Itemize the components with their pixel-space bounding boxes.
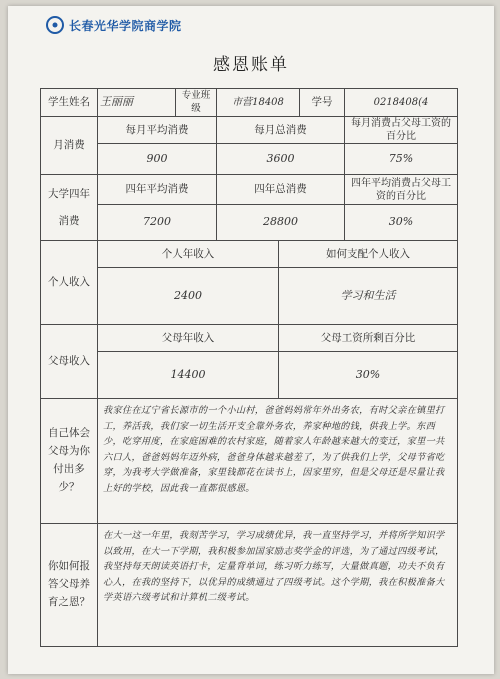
four-year-total-value: 28800 xyxy=(217,205,345,241)
parents-income-label: 父母收入 xyxy=(41,325,98,399)
gratitude-bill-table xyxy=(40,88,458,647)
school-logo-icon xyxy=(46,16,64,34)
monthly-total-header: 每月总消费 xyxy=(217,117,345,144)
four-year-pct-header: 四年平均消费占父母工资的百分比 xyxy=(345,175,458,205)
student-name-value: 王丽丽 xyxy=(98,89,176,117)
parents-remaining-value: 30% xyxy=(279,352,458,399)
parents-annual-value: 14400 xyxy=(98,352,279,399)
monthly-avg-header: 每月平均消费 xyxy=(98,117,217,144)
four-year-spending-label xyxy=(41,175,98,241)
how-to-spend-value: 学习和生活 xyxy=(279,268,458,325)
student-name-label: 学生姓名 xyxy=(41,89,98,117)
answer-2-text: 在大一这一年里，我刻苦学习，学习成绩优异，我一直坚持学习，并将所学知识学以致用，在大一下学期，我积极参加国家励志奖学金的评选，为了通过四级考试，我坚持每天朗读英语打卡，定量背单词，练习听力练写，大量做真题，功夫不负有心人，在我的坚持下，以优异的成绩通过了四级考试。这个学期，我在积极准备大学英语六级考试和计算机二级考试。 xyxy=(98,524,458,647)
parents-remaining-header: 父母工资所剩百分比 xyxy=(279,325,458,352)
monthly-pct-header: 每月消费占父母工资的百分比 xyxy=(345,117,458,144)
major-class-label: 专业班级 xyxy=(176,89,217,117)
monthly-spending-label: 月消费 xyxy=(41,117,98,175)
question-1-label: 自己体会父母为你付出多少？ xyxy=(41,399,98,524)
personal-income-label: 个人收入 xyxy=(41,241,98,325)
four-year-label-line1: 大学四年 xyxy=(48,188,90,201)
page-title: 感恩账单 xyxy=(213,55,289,75)
monthly-pct-value: 75% xyxy=(345,144,458,175)
personal-income-value: 2400 xyxy=(98,268,279,325)
personal-income-header: 个人年收入 xyxy=(98,241,279,268)
answer-1-text: 我家住在辽宁省长源市的一个小山村，爸爸妈妈常年外出务农，有时父亲在镇里打工，养活我，我们家一切生活开支全靠外务农，养家种地的钱，供我上学。东西少，吃穿用度，在家庭困难的农村家庭，随着家人年龄越来越大的变迁，家里一共六口人，爸爸妈妈年迈外病，爸爸身体越来越差了，为了供我们上学，父母节省吃穿，为我考大学做准备，家里钱都花在读书上，因家里穷，但是父母还是尽量让我上好的学校，因此我一直都很感恩。 xyxy=(98,399,458,524)
four-year-label-line2: 消费 xyxy=(58,214,80,227)
student-id-value: 0218408(4 xyxy=(345,89,458,117)
question-2-label: 你如何报答父母养育之恩？ xyxy=(41,524,98,647)
monthly-avg-value: 900 xyxy=(98,144,217,175)
student-id-label: 学号 xyxy=(300,89,345,117)
four-year-total-header: 四年总消费 xyxy=(217,175,345,205)
four-year-pct-value: 30% xyxy=(345,205,458,241)
monthly-total-value: 3600 xyxy=(217,144,345,175)
major-class-value: 市营18408 xyxy=(217,89,300,117)
how-to-spend-header: 如何支配个人收入 xyxy=(279,241,458,268)
school-name: 长春光华学院商学院 xyxy=(69,18,182,33)
parents-annual-header: 父母年收入 xyxy=(98,325,279,352)
four-year-avg-value: 7200 xyxy=(98,205,217,241)
four-year-avg-header: 四年平均消费 xyxy=(98,175,217,205)
header xyxy=(46,16,182,34)
